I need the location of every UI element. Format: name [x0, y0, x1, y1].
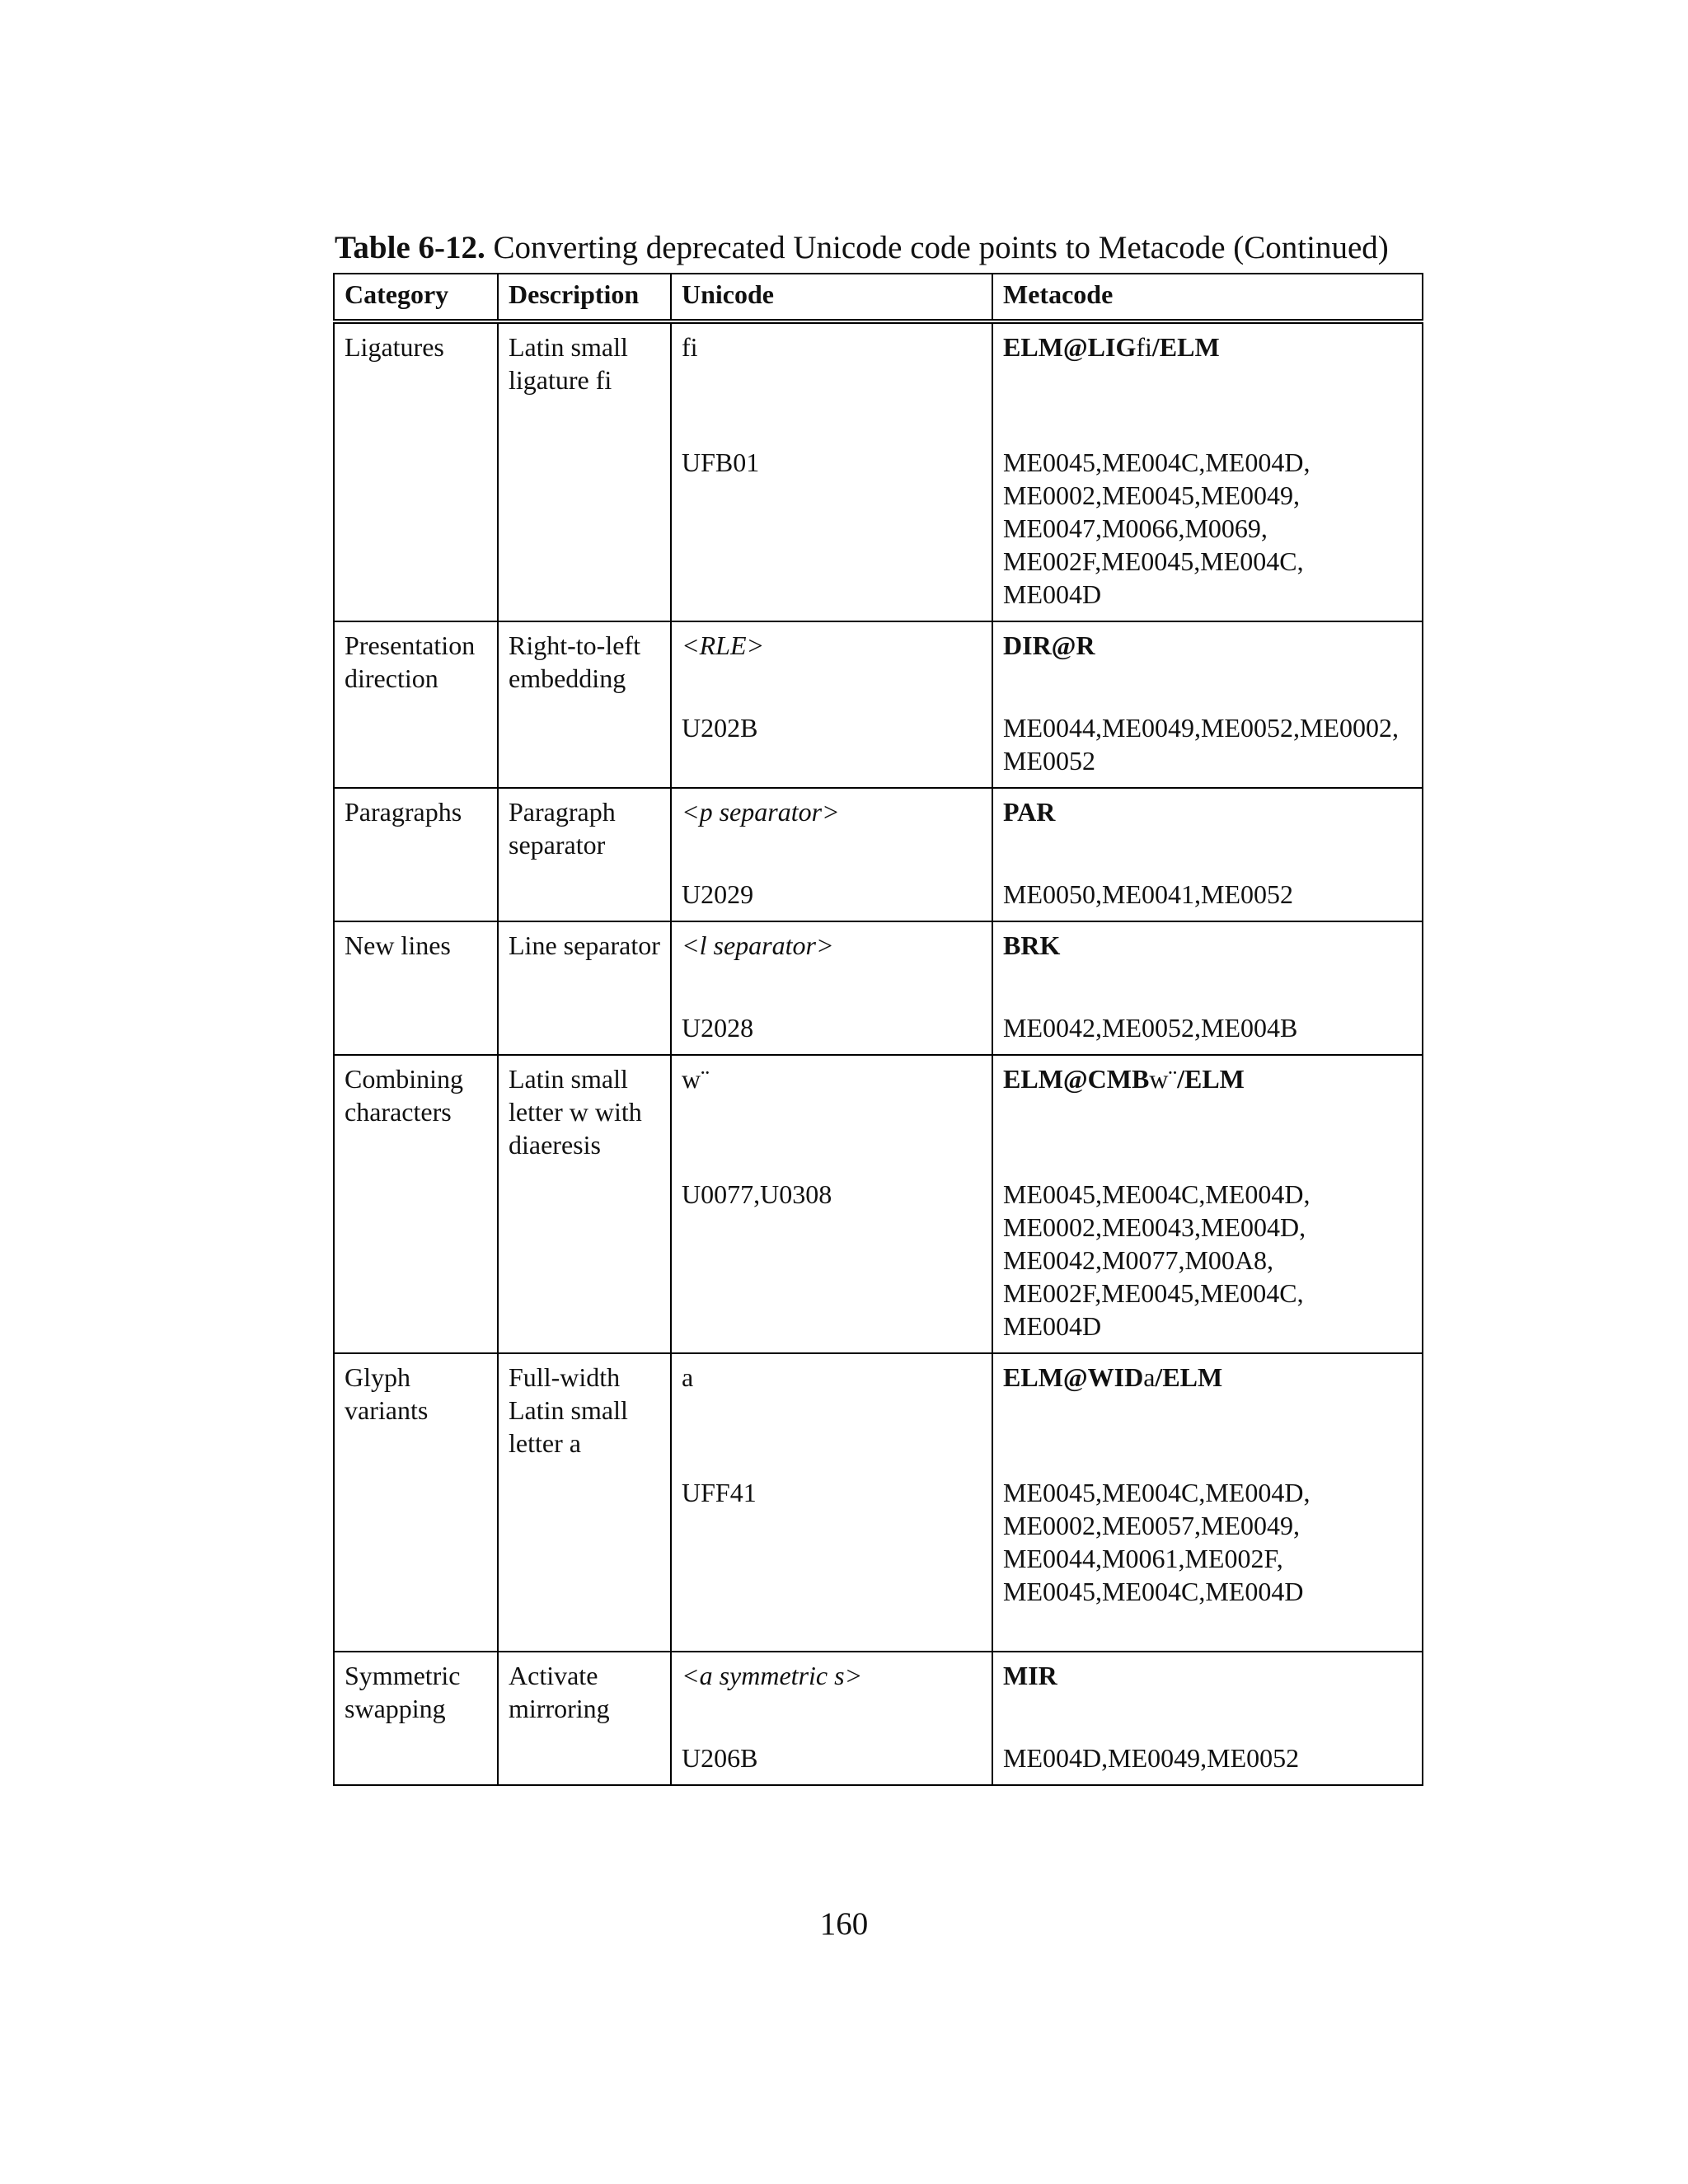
table-row	[334, 1055, 1423, 1353]
metacode-line: ME0042,M0077,M00A8,	[1003, 1245, 1274, 1275]
header-unicode: Unicode	[671, 274, 992, 321]
metacode-cell	[992, 1353, 1423, 1652]
metacode-sequence	[1003, 1178, 1412, 1343]
metacode-cell	[992, 1055, 1423, 1353]
header-metacode: Metacode	[992, 274, 1423, 321]
metacode-line: ME002F,ME0045,ME004C,	[1003, 546, 1304, 576]
metacode-suffix: /ELM	[1151, 332, 1220, 362]
metacode-prefix: BRK	[1003, 930, 1061, 960]
table-header-row	[334, 274, 1423, 321]
metacode-tag	[1003, 1062, 1412, 1178]
unicode-char: fi	[682, 332, 698, 362]
metacode-prefix: ELM@CMB	[1003, 1064, 1150, 1094]
metacode-cell	[992, 921, 1423, 1055]
metacode-line: ME0002,ME0045,ME0049,	[1003, 480, 1300, 510]
metacode-line: ME0050,ME0041,ME0052	[1003, 879, 1293, 909]
metacode-tag	[1003, 929, 1412, 1011]
metacode-prefix: DIR@R	[1003, 630, 1095, 660]
metacode-prefix: PAR	[1003, 797, 1056, 827]
table-row	[334, 1652, 1423, 1785]
metacode-content: fi	[1136, 332, 1152, 362]
description-cell: Latin small letter w with diaeresis	[498, 1055, 671, 1353]
unicode-code: UFB01	[682, 448, 760, 477]
table-caption-label: Table 6-12.	[335, 230, 485, 265]
metacode-tag	[1003, 330, 1412, 446]
metacode-prefix: ELM@WID	[1003, 1362, 1144, 1392]
metacode-prefix: ELM@LIG	[1003, 332, 1137, 362]
description-cell: Activate mirroring	[498, 1652, 671, 1785]
table-caption	[335, 226, 1489, 270]
unicode-cell	[671, 1055, 992, 1353]
unicode-char: <p separator>	[682, 797, 840, 827]
description-cell: Right-to-left embedding	[498, 621, 671, 788]
table-row	[334, 321, 1423, 621]
table-row	[334, 788, 1423, 921]
category-cell: Symmetric swapping	[334, 1652, 498, 1785]
metacode-suffix: /ELM	[1177, 1064, 1245, 1094]
metacode-line: ME0002,ME0043,ME004D,	[1003, 1212, 1306, 1242]
unicode-cell	[671, 621, 992, 788]
metacode-line: ME0044,M0061,ME002F,	[1003, 1544, 1283, 1573]
metacode-line: ME0002,ME0057,ME0049,	[1003, 1511, 1300, 1540]
metacode-line: ME004D	[1003, 1311, 1102, 1341]
category-cell: New lines	[334, 921, 498, 1055]
metacode-prefix: MIR	[1003, 1661, 1057, 1690]
category-cell: Combining characters	[334, 1055, 498, 1353]
metacode-sequence	[1003, 711, 1412, 777]
metacode-tag	[1003, 795, 1412, 878]
metacode-sequence	[1003, 446, 1412, 611]
category-cell: Paragraphs	[334, 788, 498, 921]
metacode-cell	[992, 321, 1423, 621]
metacode-line: ME0052	[1003, 746, 1095, 776]
description-cell: Line separator	[498, 921, 671, 1055]
unicode-cell	[671, 1353, 992, 1652]
unicode-cell	[671, 921, 992, 1055]
table-caption-text: Converting deprecated Unicode code points to Metacode (Continued)	[485, 230, 1389, 265]
metacode-tag	[1003, 1659, 1412, 1741]
unicode-code: U0077,U0308	[682, 1179, 832, 1209]
metacode-sequence	[1003, 1741, 1412, 1774]
metacode-sequence	[1003, 878, 1412, 911]
metacode-cell	[992, 1652, 1423, 1785]
unicode-code: U206B	[682, 1743, 758, 1773]
metacode-tag	[1003, 1361, 1412, 1476]
metacode-line: ME0042,ME0052,ME004B	[1003, 1013, 1298, 1043]
table-row	[334, 1353, 1423, 1652]
table-row	[334, 621, 1423, 788]
unicode-char: <l separator>	[682, 930, 834, 960]
description-cell: Latin small ligature fi	[498, 321, 671, 621]
metacode-line: ME004D	[1003, 579, 1102, 609]
unicode-code: U2028	[682, 1013, 754, 1043]
description-cell: Full-width Latin small letter a	[498, 1353, 671, 1652]
unicode-code: UFF41	[682, 1478, 757, 1507]
header-description: Description	[498, 274, 671, 321]
metacode-sequence	[1003, 1011, 1412, 1044]
unicode-cell	[671, 788, 992, 921]
unicode-char: <RLE>	[682, 630, 765, 660]
unicode-char: a	[682, 1362, 694, 1392]
metacode-cell	[992, 788, 1423, 921]
unicode-char: w¨	[682, 1064, 710, 1094]
header-category: Category	[334, 274, 498, 321]
metacode-content: w¨	[1149, 1064, 1178, 1094]
category-cell: Presentation direction	[334, 621, 498, 788]
metacode-line: ME002F,ME0045,ME004C,	[1003, 1278, 1304, 1308]
unicode-cell	[671, 321, 992, 621]
conversion-table	[333, 273, 1423, 1786]
metacode-line: ME0045,ME004C,ME004D	[1003, 1577, 1304, 1606]
metacode-line: ME0047,M0066,M0069,	[1003, 513, 1268, 543]
unicode-code: U2029	[682, 879, 754, 909]
table-row	[334, 921, 1423, 1055]
metacode-tag	[1003, 629, 1412, 711]
metacode-line: ME0045,ME004C,ME004D,	[1003, 1478, 1311, 1507]
unicode-code: U202B	[682, 713, 758, 743]
unicode-cell	[671, 1652, 992, 1785]
metacode-line: ME0045,ME004C,ME004D,	[1003, 448, 1311, 477]
metacode-suffix: /ELM	[1155, 1362, 1223, 1392]
page-number: 160	[819, 1906, 869, 1942]
category-cell: Ligatures	[334, 321, 498, 621]
metacode-cell	[992, 621, 1423, 788]
category-cell: Glyph variants	[334, 1353, 498, 1652]
description-cell: Paragraph separator	[498, 788, 671, 921]
metacode-content: a	[1143, 1362, 1156, 1392]
metacode-line: ME0045,ME004C,ME004D,	[1003, 1179, 1311, 1209]
unicode-char: <a symmetric s>	[682, 1661, 863, 1690]
metacode-sequence	[1003, 1476, 1412, 1641]
metacode-line: ME004D,ME0049,ME0052	[1003, 1743, 1300, 1773]
metacode-line: ME0044,ME0049,ME0052,ME0002,	[1003, 713, 1399, 743]
